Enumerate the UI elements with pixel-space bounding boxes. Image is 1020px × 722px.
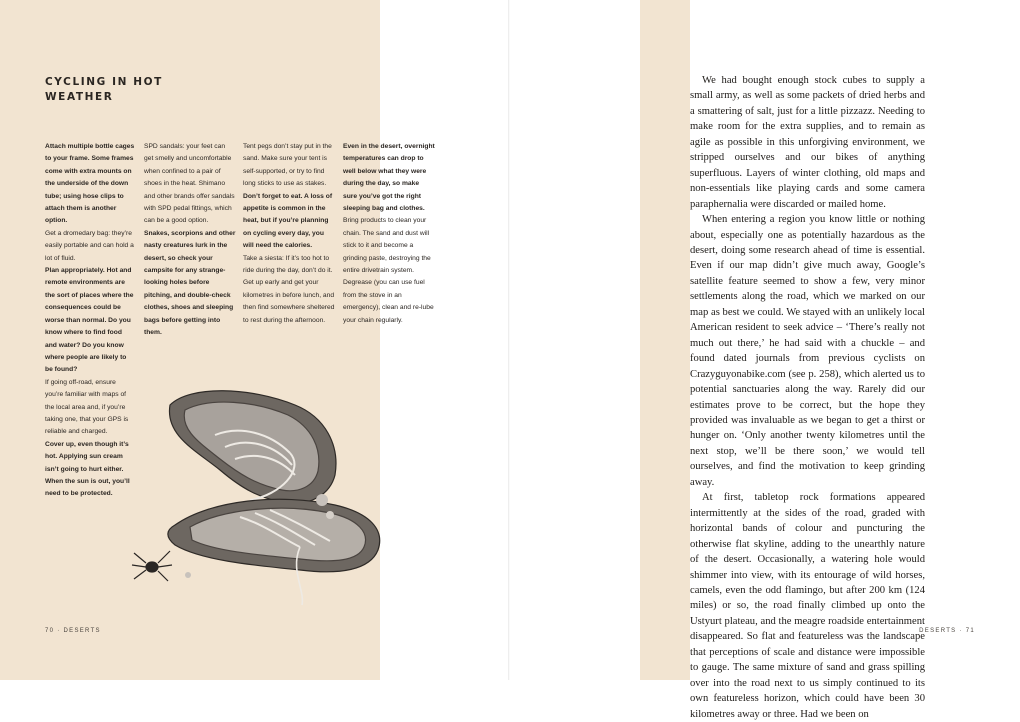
right-page-tint-strip (640, 0, 690, 680)
tip-paragraph: SPD sandals: your feet can get smelly and uncomfortable when confined to a pair of shoes in the heat. Shimano and other brands offer sandals with SPD pedal fittings, which can be a good option. (144, 143, 235, 225)
tips-column-1 (45, 141, 135, 501)
tips-column-2 (144, 141, 236, 340)
tip-paragraph: Don’t forget to eat. A loss of appetite is common in the heat, but if you’re planning on cycling every day, you will need the calories. (243, 192, 333, 250)
tip-paragraph: If going off-road, ensure you’re familiar with maps of the local area and, if you’re taking one, that your GPS is reliable and charged. (45, 378, 129, 436)
cycling-shoes-illustration (130, 375, 420, 610)
tips-column-4 (343, 141, 435, 327)
tip-paragraph: Even in the desert, overnight temperatures can drop to well below what they were during the day, so make sure you’ve got the right sleeping bag and clothes. (343, 143, 435, 213)
body-paragraph: We had bought enough stock cubes to supply a small army, as well as some packets of dried herbs and a smattering of salt, just for a little pizzazz. Needing to make room for the extra supplies, and to remain as agile as possible in this unforgiving environment, we stripped ourselves and our bikes of anything superfluous. Layers of winter clothing, old maps and non-essentials like playing cards and some camera paraphernalia were discarded or mailed home. (690, 75, 925, 210)
tip-paragraph: Attach multiple bottle cages to your frame. Some frames come with extra mounts on the underside of the down tube; using hose clips to attach them is another option. (45, 143, 135, 225)
article-body (690, 73, 925, 722)
tip-paragraph: Bring products to clean your chain. The sand and dust will stick to it and become a grinding paste, destroying the entire drivetrain system. Degrease (you can use fuel from the stove in an emergency), clean and re-lube your chain regularly. (343, 217, 434, 324)
tip-paragraph: Take a siesta: If it’s too hot to ride during the day, don’t do it. Get up early and get your kilometres in before lunch, and then find somewhere sheltered to rest during the afternoon. (243, 254, 335, 324)
tips-column-3 (243, 141, 336, 327)
section-title: CYCLING IN HOT WEATHER (45, 76, 163, 103)
tip-paragraph: Tent pegs don’t stay put in the sand. Make sure your tent is self-supported, or try to find long sticks to use as stakes. (243, 143, 332, 188)
body-paragraph: At first, tabletop rock formations appeared intermittently at the sides of the road, graded with horizontal bands of colour and puncturing the otherwise flat skyline, adding to the unearthly nature of the desert. Occasionally, a watering hole would shimmer into view, with its entourage of wild horses, camels, even the odd flamingo, but after 200 km (124 miles) or so, the road finally climbed up onto the Ustyurt plateau, and the meagre roadside entertainment disappeared. So flat and featureless was the landscape that perceptions of scale and distance were impossible to gauge. The same mixture of sand and grass spilling over into the road next to us simply continued to its own featureless horizon, which could have been 30 kilometres away or three. Had we been on (690, 492, 925, 720)
tip-paragraph: Get a dromedary bag: they’re easily portable and can hold a lot of fluid. (45, 229, 134, 262)
page-folio-right: DESERTS · 71 (919, 628, 975, 634)
page-folio-left: 70 · DESERTS (45, 628, 101, 634)
tip-paragraph: Snakes, scorpions and other nasty creatures lurk in the desert, so check your campsite for any strange-looking holes before pitching, and double-check clothes, shoes and sleeping bags before getting into them. (144, 229, 236, 337)
body-paragraph: When entering a region you know little or nothing about, especially one as potentially hazardous as the desert, doing some research ahead of time is essential. Even if our map didn’t give much away, Google’s satellite feature seemed to show a few, very minor settlements along the road, which we marked on our map as best we could. We stayed with an unlikely local American resident to seek advice – ‘There’s really not much out there,’ he had said with a chuckle – and found dated journals from previous cyclists on Crazyguyonabike.com (see p. 258), which alerted us to potential sanctuaries along the way. Rarely did our estimates prove to be correct, but the hope they provided was invaluable as we began to get a thirst or hunger on. ‘Only another twenty kilometres until the next stop, we’ll be there soon,’ we would tell ourselves, and find the motivation to keep grinding away. (690, 214, 925, 488)
tip-paragraph: Plan appropriately. Hot and remote environments are the sort of places where the consequences could be worse than normal. Do you know where to find food and water? Do you know where people are likely to be found? (45, 267, 134, 374)
tip-paragraph: Cover up, even though it’s hot. Applying sun cream isn’t going to hurt either. When the sun is out, you’ll need to be protected. (45, 440, 130, 498)
book-gutter (508, 0, 510, 680)
